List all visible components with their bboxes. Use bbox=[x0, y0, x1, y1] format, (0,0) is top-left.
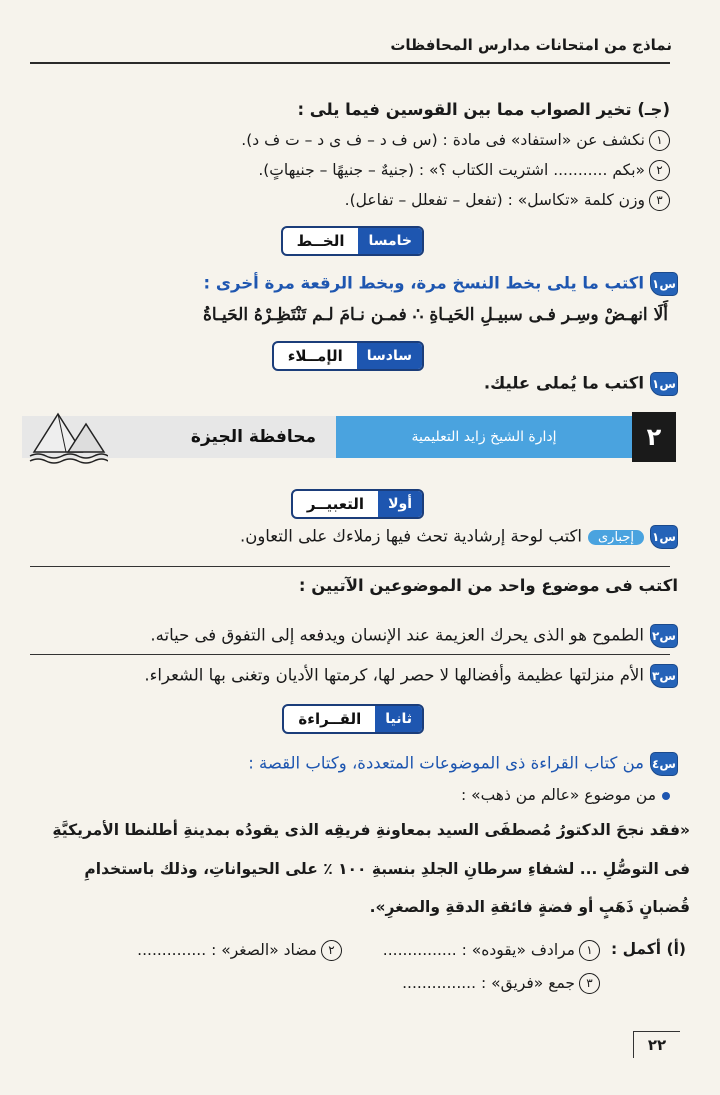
section-title: التعبيــر bbox=[306, 495, 365, 513]
question-text: اكتب ما يلى بخط النسخ مرة، وبخط الرقعة مرة أخرى : bbox=[203, 273, 644, 293]
part-c-label: (جـ) bbox=[637, 100, 670, 119]
complete-label: (أ) أكمل : bbox=[610, 940, 686, 958]
part-c-item-2 bbox=[258, 160, 670, 181]
item-number: ١ bbox=[649, 130, 670, 151]
item-number: ٢ bbox=[649, 160, 670, 181]
topic-text: من موضوع «عالم من ذهب» : bbox=[460, 786, 656, 804]
passage-line-1: «فقد نجحَ الدكتورُ مُصطفَى السيد بمعاونةِ فريقِه الذى يقودُه بمدينةِ أطلنطا الأمريكيَّةِ bbox=[52, 821, 690, 839]
administration-name: إدارة الشيخ زايد التعليمية bbox=[336, 416, 632, 458]
section-number: خامسا bbox=[358, 228, 422, 254]
section-one-tag bbox=[291, 489, 424, 519]
section-title: الخــط bbox=[296, 232, 345, 250]
item-text: مضاد «الصغر» : .............. bbox=[137, 941, 317, 959]
item-number: ٢ bbox=[321, 940, 342, 961]
item-number: ١ bbox=[579, 940, 600, 961]
section-title: القــراءة bbox=[298, 710, 362, 728]
question-badge: س١ bbox=[650, 525, 678, 549]
governorate-band bbox=[22, 412, 676, 462]
section-five-tag bbox=[281, 226, 424, 256]
question-text: من كتاب القراءة ذى الموضوعات المتعددة، وكتاب القصة : bbox=[248, 753, 644, 773]
part-c-heading bbox=[297, 100, 670, 119]
section-number: ثانيا bbox=[375, 706, 422, 732]
part-c-title: تخير الصواب مما بين القوسين فيما يلى : bbox=[297, 100, 632, 119]
question-four bbox=[248, 752, 678, 776]
question-three bbox=[144, 664, 678, 688]
header-rule bbox=[30, 62, 670, 64]
divider bbox=[30, 566, 670, 567]
question-badge: س٣ bbox=[650, 664, 678, 688]
item-text: جمع «فريق» : ............... bbox=[402, 974, 575, 992]
item-number: ٣ bbox=[649, 190, 670, 211]
poetry-verse: أَلَا انهـضْ وسِـر فـى سبيـلِ الحَيـاةِ ∴ فمـن نـامَ لـم تَنْتَظِـرْهُ الحَيـاةُ bbox=[202, 305, 668, 325]
divider bbox=[30, 654, 670, 655]
question-two bbox=[150, 624, 678, 648]
mandatory-tag: إجبارى bbox=[588, 530, 644, 545]
question-text: الطموح هو الذى يحرك العزيمة عند الإنسان ويدفعه إلى التفوق فى حياته. bbox=[150, 625, 644, 645]
question-badge: س١ bbox=[650, 372, 678, 396]
question-badge: س١ bbox=[650, 272, 678, 296]
running-head: نماذج من امتحانات مدارس المحافظات bbox=[390, 36, 672, 54]
question-badge: س٤ bbox=[650, 752, 678, 776]
pyramids-icon bbox=[28, 404, 108, 466]
passage-line-3: قُضبانٍ ذَهَبٍ أو فضةٍ فائقةِ الدقةِ والصغرِ». bbox=[369, 898, 690, 916]
section-number: سادسا bbox=[357, 343, 422, 369]
section-number: أولا bbox=[378, 491, 422, 517]
section-six-tag bbox=[272, 341, 424, 371]
bullet-dot bbox=[662, 792, 670, 800]
page-number: ٢٢ bbox=[633, 1031, 680, 1058]
part-c-item-3 bbox=[345, 190, 670, 211]
item-text: مرادف «يقوده» : ............... bbox=[382, 941, 575, 959]
governorate-name: محافظة الجيزة bbox=[22, 416, 336, 458]
complete-item-2 bbox=[137, 940, 342, 961]
question-dictation bbox=[484, 372, 678, 396]
item-text: نكشف عن «استفاد» فى مادة : (س ف د – ف ى د – ت ف د). bbox=[241, 131, 645, 149]
exam-number: ٢ bbox=[632, 412, 676, 462]
question-text: اكتب ما يُملى عليك. bbox=[483, 373, 644, 393]
item-number: ٣ bbox=[579, 973, 600, 994]
question-text: الأم منزلتها عظيمة وأفضالها لا حصر لها، كرمتها الأديان وتغنى بها الشعراء. bbox=[144, 665, 644, 685]
item-text: وزن كلمة «تكاسل» : (تفعل – تفعلل – تفاعل). bbox=[344, 191, 645, 209]
topic-line bbox=[461, 786, 670, 804]
complete-item-1 bbox=[383, 940, 600, 961]
choose-one-instruction: اكتب فى موضوع واحد من الموضوعين الآتيين : bbox=[298, 576, 678, 595]
section-two-tag bbox=[282, 704, 424, 734]
part-c-item-1 bbox=[241, 130, 670, 151]
section-title: الإمــلاء bbox=[287, 347, 343, 365]
question-badge: س٢ bbox=[650, 624, 678, 648]
item-text: «بكم ........... اشتريت الكتاب ؟» : (جنيهٌ – جنيهًا – جنيهاتٍ). bbox=[258, 161, 645, 179]
question-one bbox=[240, 525, 678, 549]
question-handwriting bbox=[204, 272, 678, 296]
passage-line-2: فى التوصُّلِ ... لشفاءِ سرطانِ الجلدِ بنسبةِ ١٠٠ ٪ على الحيواناتِ، وذلك باستخدامِ bbox=[84, 860, 690, 878]
complete-item-3 bbox=[402, 973, 600, 994]
question-text: اكتب لوحة إرشادية تحث فيها زملاءك على التعاون. bbox=[239, 526, 582, 546]
